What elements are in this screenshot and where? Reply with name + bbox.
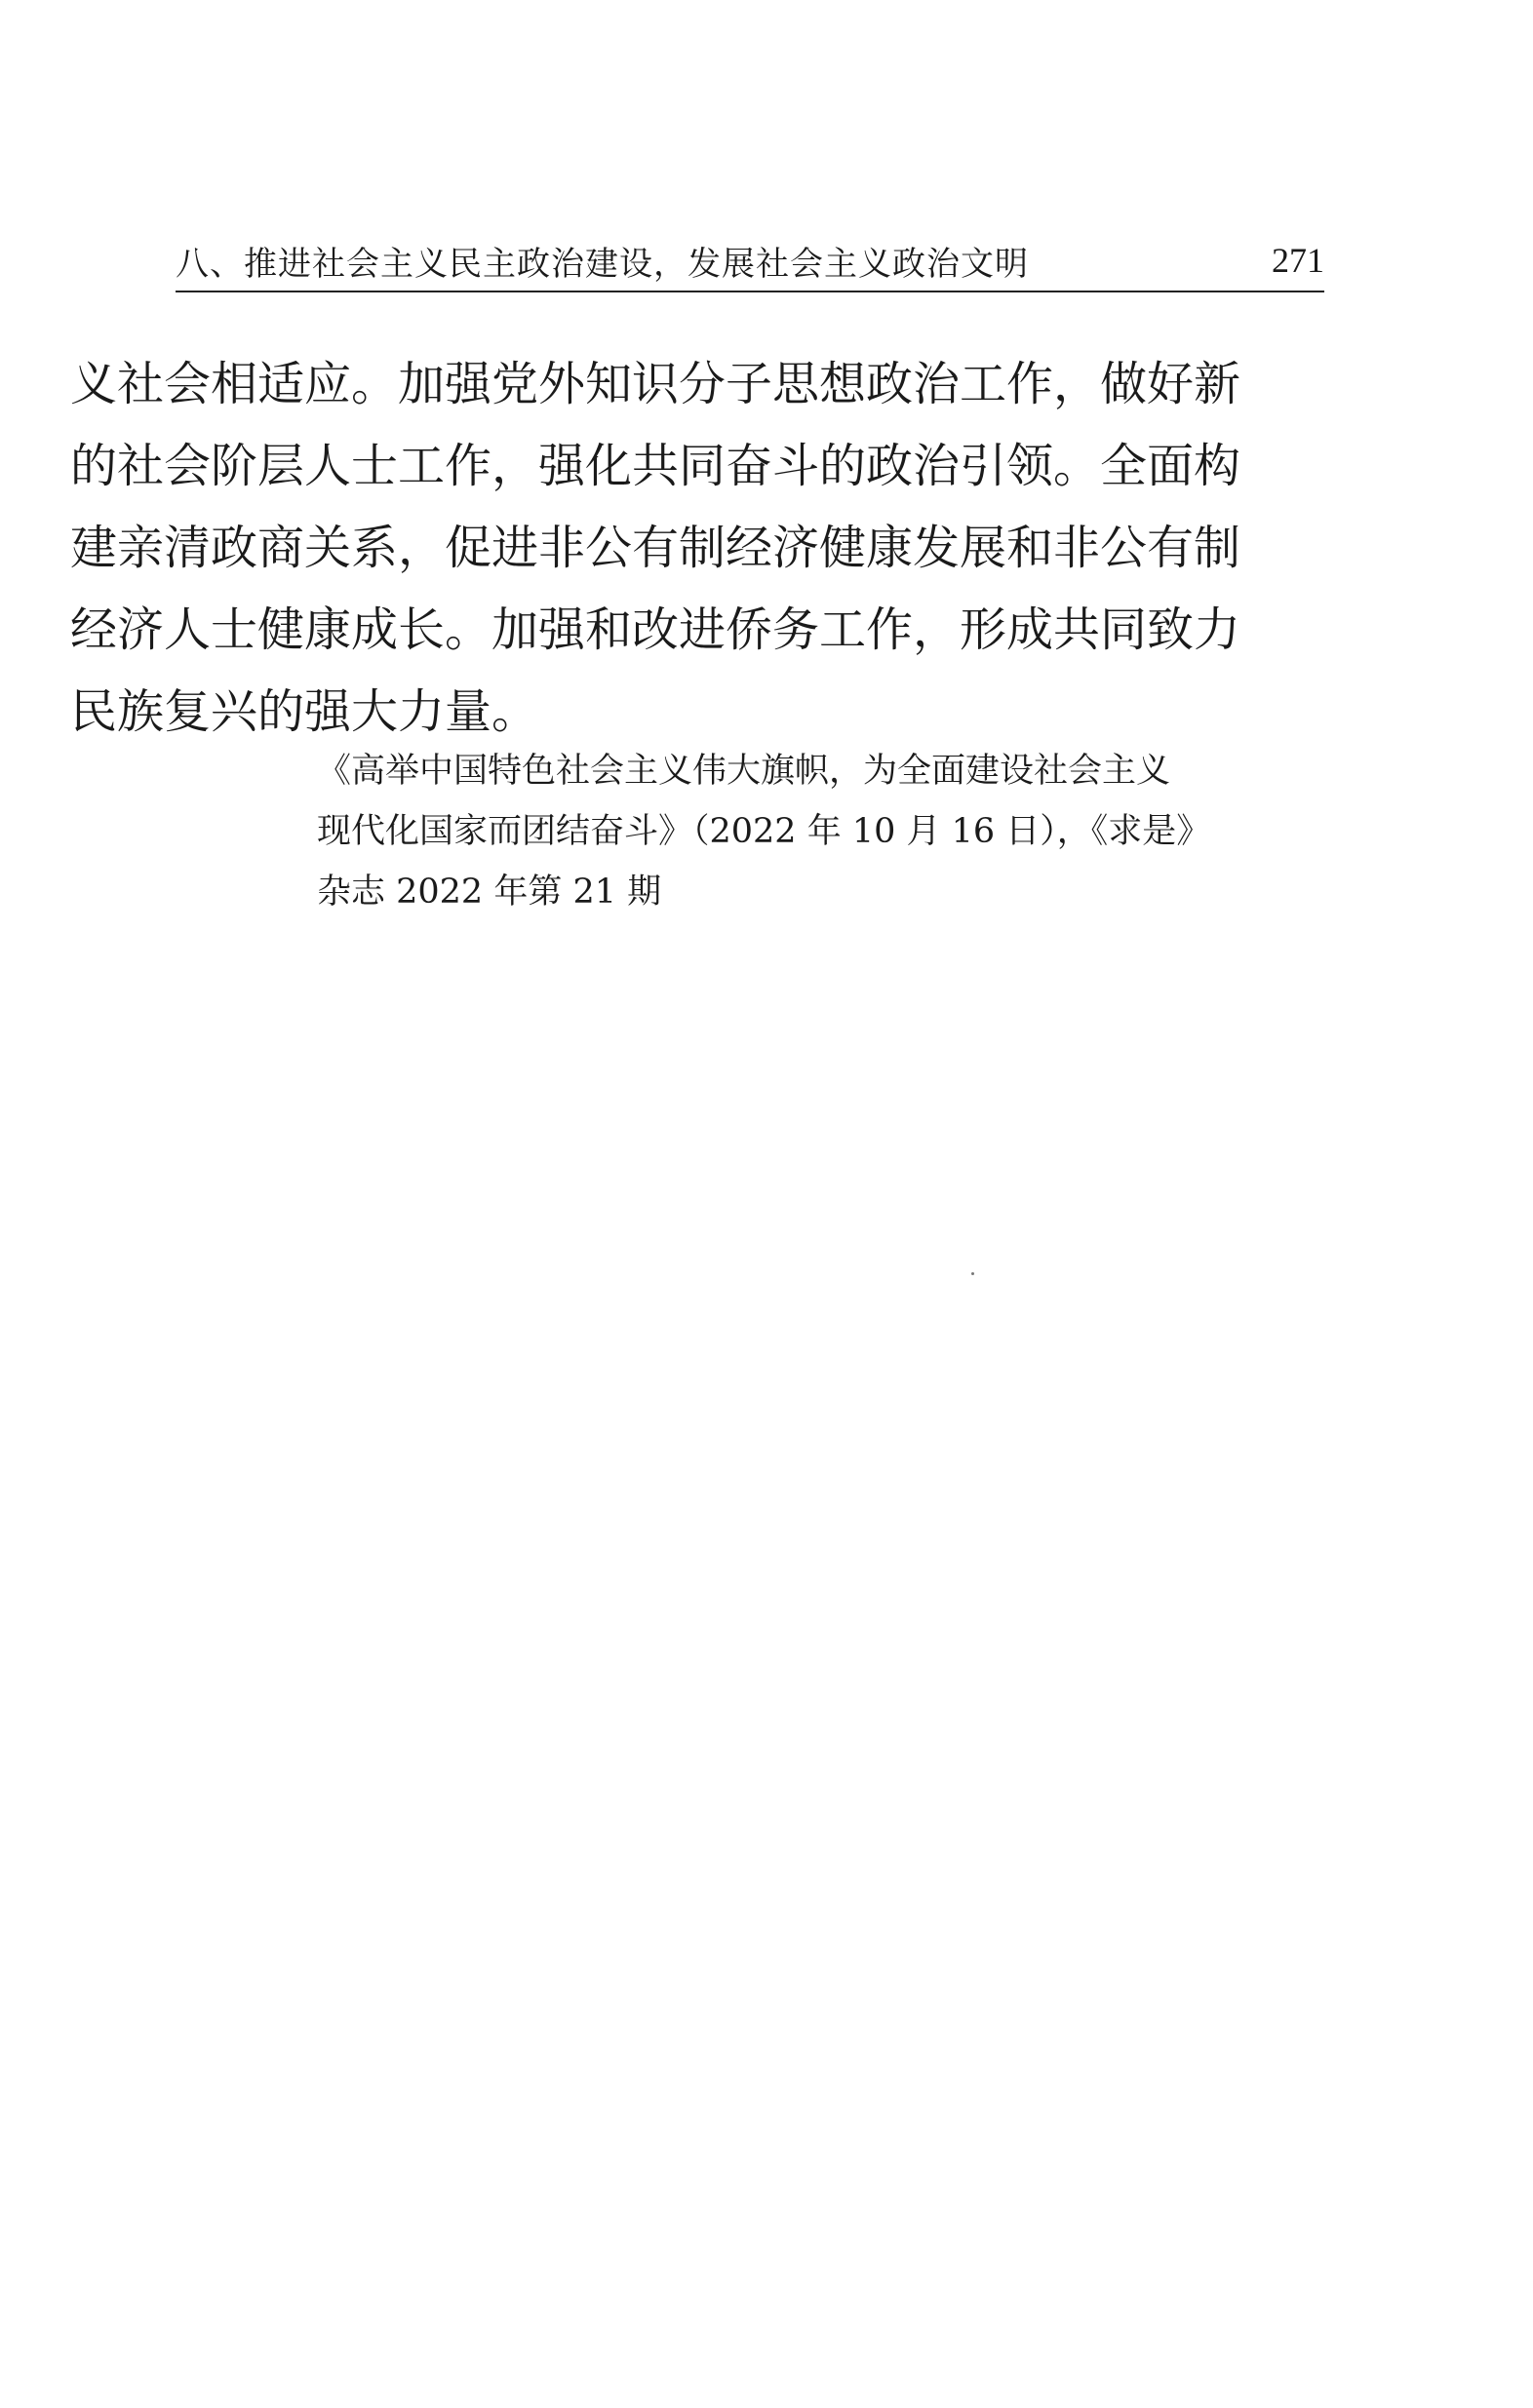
body-line: 的社会阶层人士工作，强化共同奋斗的政治引领。全面构	[70, 439, 1241, 493]
body-paragraph	[70, 343, 1328, 753]
chapter-title: 八、推进社会主义民主政治建设，发展社会主义政治文明	[176, 244, 1029, 284]
body-line: 建亲清政商关系，促进非公有制经济健康发展和非公有制	[70, 521, 1241, 575]
body-line: 民族复兴的强大力量。	[70, 684, 539, 739]
body-line: 经济人士健康成长。加强和改进侨务工作，形成共同致力	[70, 602, 1241, 657]
source-citation	[317, 741, 1331, 922]
body-line: 义社会相适应。加强党外知识分子思想政治工作，做好新	[70, 357, 1241, 411]
citation-line: 现代化国家而团结奋斗》（2022 年 10 月 16 日），《求是》	[317, 812, 1211, 851]
running-header	[176, 238, 1324, 292]
scan-speck	[971, 1272, 974, 1275]
page-number: 271	[1272, 241, 1324, 280]
citation-line: 《高举中国特色社会主义伟大旗帜，为全面建设社会主义	[317, 752, 1171, 791]
citation-line: 杂志 2022 年第 21 期	[317, 873, 662, 912]
